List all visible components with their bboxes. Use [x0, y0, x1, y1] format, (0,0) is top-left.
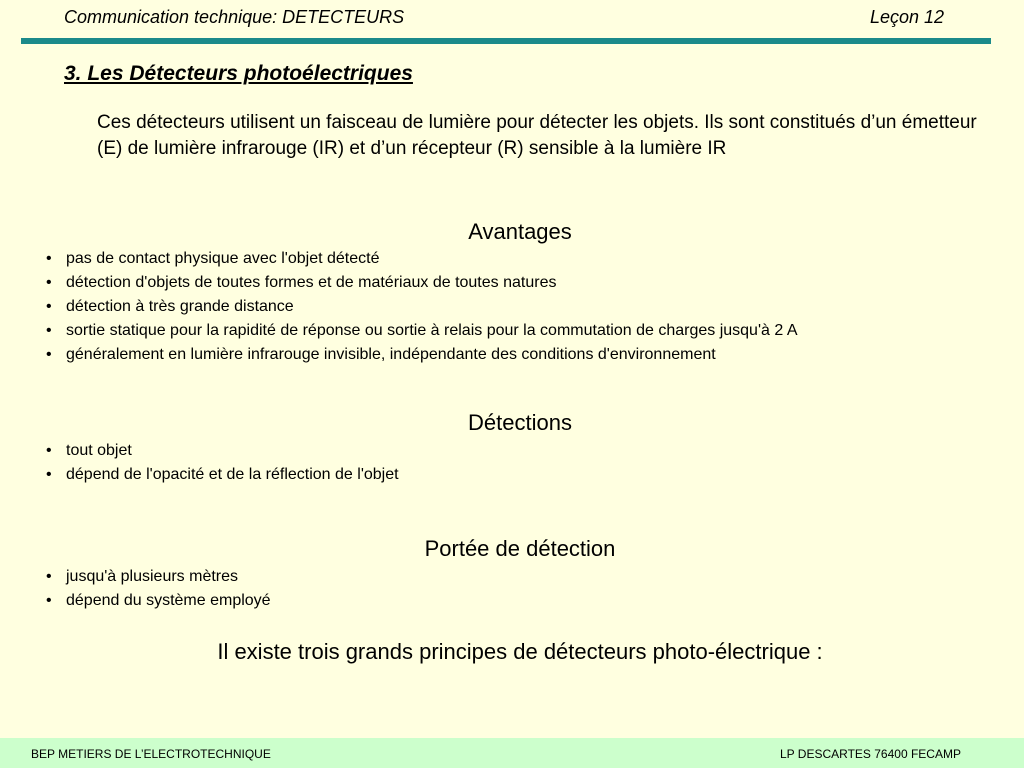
header-divider: [21, 38, 991, 44]
list-item: • dépend de l'opacité et de la réflection de l'objet: [40, 463, 399, 487]
heading-detections: Détections: [468, 410, 572, 435]
footer-left-text: BEP METIERS DE L’ELECTROTECHNIQUE: [31, 747, 271, 761]
intro-paragraph: Ces détecteurs utilisent un faisceau de lumière pour détecter les objets. Ils sont constitués d’un émetteur (E) de lumière infrarouge (IR) et d’un récepteur (R) sensible à la lumière IR: [97, 112, 977, 159]
header-title: Communication technique: DETECTEURS: [64, 7, 405, 27]
list-item: • jusqu'à plusieurs mètres: [40, 565, 271, 589]
footer-right-text: LP DESCARTES 76400 FECAMP: [780, 747, 961, 761]
section-title: 3. Les Détecteurs photoélectriques: [64, 62, 413, 85]
list-item: • pas de contact physique avec l'objet détecté: [40, 247, 797, 271]
conclusion-text: Il existe trois grands principes de détecteurs photo-électrique :: [217, 639, 823, 664]
lesson-number: Leçon 12: [870, 7, 945, 27]
footer-bar: [0, 738, 1024, 768]
avantages-list: [40, 247, 797, 367]
list-item: • tout objet: [40, 439, 399, 463]
detections-list: [40, 439, 399, 487]
heading-avantages: Avantages: [468, 219, 572, 244]
list-item: • détection d'objets de toutes formes et de matériaux de toutes natures: [40, 271, 797, 295]
list-item: • sortie statique pour la rapidité de réponse ou sortie à relais pour la commutation de charges jusqu'à 2 A: [40, 319, 797, 343]
portee-list: [40, 565, 271, 613]
list-item: • généralement en lumière infrarouge invisible, indépendante des conditions d'environnement: [40, 343, 797, 367]
heading-portee: Portée de détection: [424, 536, 616, 561]
list-item: • dépend du système employé: [40, 589, 271, 613]
list-item: • détection à très grande distance: [40, 295, 797, 319]
